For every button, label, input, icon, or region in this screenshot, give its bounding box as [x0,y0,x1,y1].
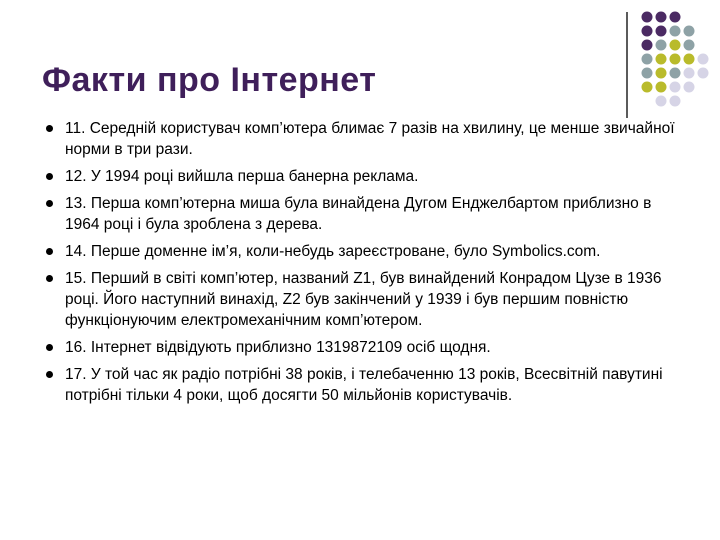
grid-dot [684,82,695,93]
grid-dot [642,82,653,93]
fact-item [44,118,684,160]
fact-text: 15. Перший в світі комп’ютер, названий Z1, був винайдений Конрадом Цузе в 1936 році. Його наступний винахід, Z2 був закінчений у 1939 і був першим повністю функціонуючим електромеханічним комп’ютером. [65,270,662,329]
bullet-icon [46,344,53,351]
grid-dot [670,54,681,65]
fact-item [44,166,684,187]
fact-text: 13. Перша комп’ютерна миша була винайдена Дугом Енджелбартом приблизно в 1964 році і була зроблена з дерева. [65,195,652,233]
grid-dot [684,40,695,51]
fact-item [44,268,684,331]
fact-item [44,193,684,235]
slide-title: Факти про Інтернет [42,61,377,99]
grid-dot [698,68,709,79]
grid-dot [656,40,667,51]
fact-text: 11. Середній користувач комп’ютера блимає 7 разів на хвилину, це менше звичайної норми в три рази. [65,120,675,158]
grid-dot [698,54,709,65]
grid-dot [656,26,667,37]
grid-dot [684,26,695,37]
grid-dot [642,12,653,23]
fact-text: 16. Інтернет відвідують приблизно 1319872109 осіб щодня. [65,339,491,356]
grid-dot [670,12,681,23]
grid-dot [656,68,667,79]
fact-text: 12. У 1994 році вийшла перша банерна реклама. [65,168,419,185]
grid-dot [642,54,653,65]
fact-item [44,364,684,406]
grid-dot [670,40,681,51]
fact-item [44,241,684,262]
grid-dot [670,68,681,79]
grid-dot [670,26,681,37]
grid-dot [656,96,667,107]
bullet-icon [46,371,53,378]
grid-dot [642,40,653,51]
grid-dot [656,12,667,23]
grid-dot [670,96,681,107]
bullet-icon [46,125,53,132]
bullet-icon [46,248,53,255]
bullet-icon [46,275,53,282]
fact-text: 14. Перше доменне ім’я, коли-небудь зареєстроване, було Symbolics.com. [65,243,601,260]
vertical-divider [626,12,628,118]
grid-dot [670,82,681,93]
grid-dot [684,68,695,79]
facts-list [44,118,684,412]
bullet-icon [46,173,53,180]
grid-dot [656,82,667,93]
grid-dot [684,54,695,65]
fact-text: 17. У той час як радіо потрібні 38 років, і телебаченню 13 років, Всесвітній павутині потрібні тільки 4 роки, щоб досягти 50 мільйонів користувачів. [65,366,663,404]
fact-item [44,337,684,358]
bullet-icon [46,200,53,207]
grid-dot [642,68,653,79]
dot-grid-icon [640,10,710,110]
grid-dot [656,54,667,65]
dot-grid-graphic [640,10,710,110]
grid-dot [642,26,653,37]
